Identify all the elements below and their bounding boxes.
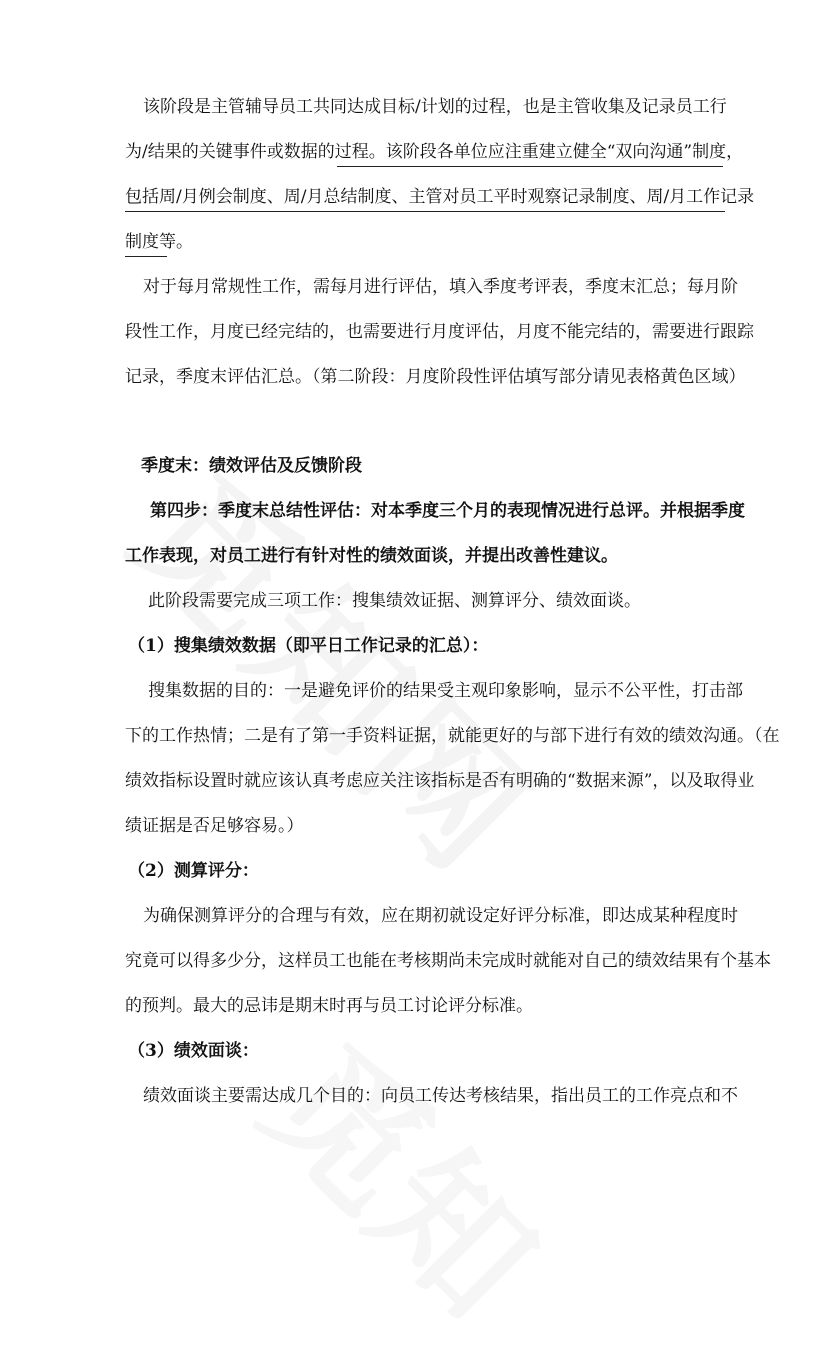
sub2-heading: （2）测算评分： bbox=[128, 861, 259, 881]
paragraph-2-line-3: 记录，季度末评估汇总。（第二阶段：月度阶段性评估填写部分请见表格黄色区域） bbox=[125, 367, 746, 387]
sub1-line-4: 绩证据是否足够容易。） bbox=[125, 816, 304, 836]
underline-rule bbox=[337, 166, 723, 167]
sub1-heading: （1）搜集绩效数据（即平日工作记录的汇总）： bbox=[128, 636, 489, 656]
sub1-line-1: 搜集数据的目的：一是避免评价的结果受主观印象影响，显示不公平性，打击部 bbox=[148, 681, 743, 701]
paragraph-2-line-2: 段性工作，月度已经完结的，也需要进行月度评估，月度不能完结的，需要进行跟踪 bbox=[125, 322, 754, 342]
step4-line-1: 第四步：季度末总结性评估：对本季度三个月的表现情况进行总评。并根据季度 bbox=[150, 501, 745, 521]
paragraph-1-line-2 bbox=[125, 140, 744, 164]
paragraph-1-line-4: 制度等。 bbox=[125, 232, 193, 252]
sub1-line-2: 下的工作热情；二是有了第一手资料证据，就能更好的与部下进行有效的绩效沟通。（在 bbox=[125, 726, 780, 746]
intro-text: 此阶段需要完成三项工作：搜集绩效证据、测算评分、绩效面谈。 bbox=[148, 591, 641, 611]
paragraph-1-line-3: 包括周/月例会制度、周/月总结制度、主管对员工平时观察记录制度、周/月工作记录 bbox=[125, 187, 755, 207]
paragraph-2-line-1: 对于每月常规性工作，需每月进行评估，填入季度考评表，季度末汇总；每月阶 bbox=[143, 277, 738, 297]
paragraph-1-line-1: 该阶段是主管辅导员工共同达成目标/计划的过程，也是主管收集及记录员工行 bbox=[143, 97, 727, 117]
watermark bbox=[97, 420, 589, 912]
sub3-heading: （3）绩效面谈： bbox=[128, 1041, 259, 1061]
sub3-line-1: 绩效面谈主要需达成几个目的：向员工传达考核结果，指出员工的工作亮点和不 bbox=[143, 1086, 738, 1106]
sub2-line-1: 为确保测算评分的合理与有效，应在期初就设定好评分标准，即达成某种程度时 bbox=[143, 906, 738, 926]
underline-rule bbox=[125, 256, 167, 257]
paragraph-1-line-2b: 该阶段各单位应注重建立健全“双向沟通”制度， bbox=[385, 142, 744, 162]
sub1-line-3: 绩效指标设置时就应该认真考虑应关注该指标是否有明确的“数据来源”，以及取得业 bbox=[125, 771, 755, 791]
section-heading: 季度末：绩效评估及反馈阶段 bbox=[141, 456, 362, 476]
sub2-line-2: 究竟可以得多少分，这样员工也能在考核期尚未完成时就能对自己的绩效结果有个基本 bbox=[125, 951, 771, 971]
sub2-line-3: 的预判。最大的忌讳是期末时再与员工讨论评分标准。 bbox=[125, 996, 533, 1016]
step4-line-2: 工作表现，对员工进行有针对性的绩效面谈，并提出改善性建议。 bbox=[125, 546, 618, 566]
paragraph-1-line-2a: 为/结果的关键事件或数据的过程。 bbox=[125, 142, 386, 162]
underline-rule bbox=[125, 211, 725, 212]
